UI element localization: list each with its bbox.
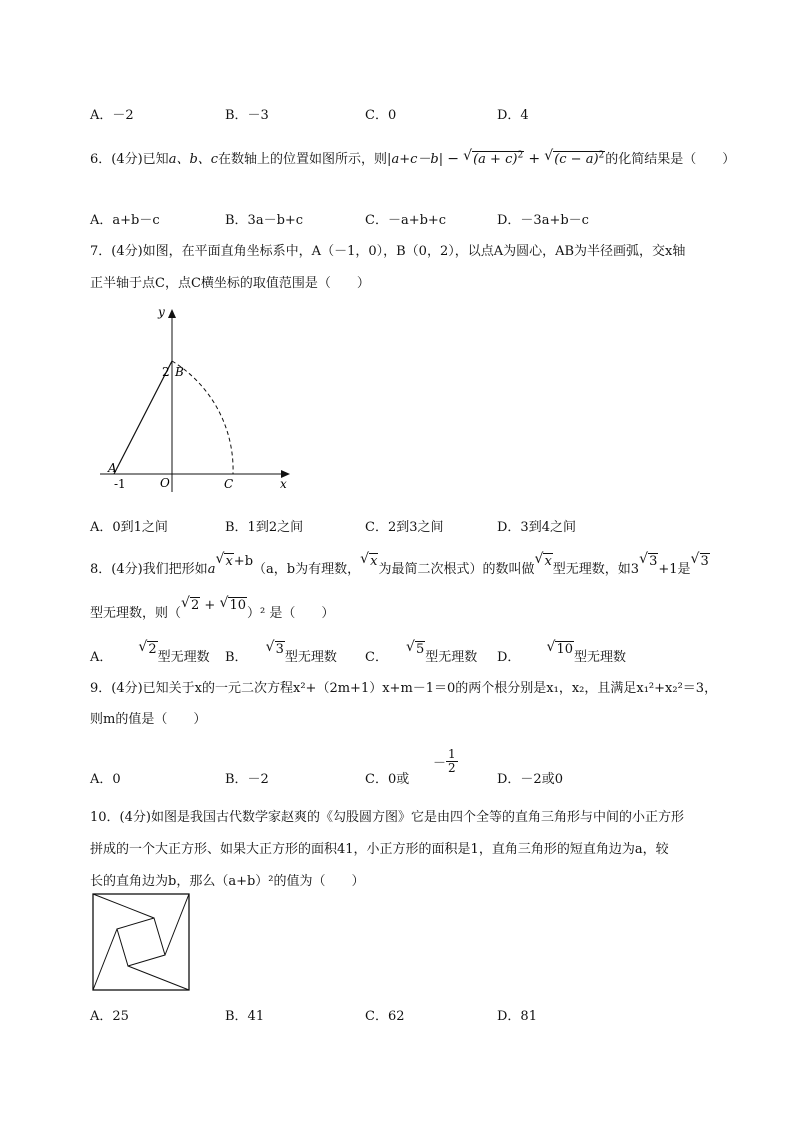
q6-suffix: 的化简结果是（ ） [605, 152, 736, 167]
q10-option-b: B．41 [225, 1009, 265, 1024]
q6-radical-1: √ $(a + c)^2$ [463, 147, 524, 167]
q6-radical-2: √ $(c - a)^2$ [544, 147, 605, 167]
point-b-label: B [175, 365, 184, 379]
q8-option-b: B． √ 3型无理数 [225, 639, 337, 665]
q6-stem: 6．(4分)已知a、b、c在数轴上的位置如图所示，则|a+c－b| − √ $(a + c)^2$ + √ $(c - a)^2$的化简结果是（ ） [90, 147, 736, 167]
q10-pinwheel-figure [92, 893, 190, 991]
tick-neg1: -1 [114, 477, 126, 491]
q5-option-d: D．4 [497, 108, 529, 123]
q6-vars: a、b、c [168, 152, 219, 167]
q10-option-a: A．25 [90, 1009, 129, 1024]
point-c-label: C [224, 477, 234, 491]
q5-option-c: C．0 [365, 108, 397, 123]
q10-line-3: 长的直角边为b，那么（a+b）²的值为（ ） [90, 874, 365, 889]
q9-line-1: 9．(4分)已知关于x的一元二次方程x²+（2m+1）x+m－1＝0的两个根分别是x₁，x₂，且满足x₁²+x₂²＝3， [90, 681, 718, 696]
x-axis-label: x [280, 477, 287, 491]
q6-mid: 在数轴上的位置如图所示，则| [218, 152, 392, 167]
q10-line-1: 10．(4分)如图是我国古代数学家赵爽的《勾股圆方图》它是由四个全等的直角三角形与中间的小正方形 [90, 810, 684, 825]
q6-abs-expr: a+c－b [391, 152, 439, 167]
y-axis-label: y [158, 305, 165, 319]
q7-coordinate-figure [100, 300, 300, 495]
q8-option-c: C． √ 5型无理数 [365, 639, 478, 665]
q10-option-d: D．81 [497, 1009, 537, 1024]
q9-fraction: － $\frac{1}{2}$ [433, 747, 456, 775]
q5-option-b: B．－3 [225, 108, 269, 123]
outer-square [93, 894, 189, 990]
q8-option-d: D． √ 10型无理数 [497, 639, 626, 665]
origin-label: O [160, 476, 170, 490]
inner-square [117, 918, 165, 966]
q7-option-b: B．1到2之间 [225, 520, 304, 535]
q9-option-d: D．－2或0 [497, 772, 563, 787]
q9-option-b: B．－2 [225, 772, 269, 787]
tick-2: 2 [162, 365, 170, 379]
q5-option-a: A．－2 [90, 108, 134, 123]
point-a-label: A [108, 461, 117, 475]
q6-option-c: C．－a+b+c [365, 213, 447, 228]
q6-option-a: A．a+b－c [90, 213, 160, 228]
triangle-edge-4 [93, 929, 117, 990]
q9-line-2: 则m的值是（ ） [90, 712, 207, 727]
q7-option-c: C．2到3之间 [365, 520, 444, 535]
q8-line-1: 8．(4分)我们把形如a √ x+b（a，b为有理数， √ x为最简二次根式）的数叫做 √ x型无理数，如3 √ 3+1是 √ 3 [90, 551, 709, 577]
q7-line-1: 7．(4分)如图，在平面直角坐标系中，A（－1，0），B（0，2），以点A为圆心，AB为半径画弧，交x轴 [90, 244, 686, 259]
q6-prefix: 6．(4分)已知 [90, 152, 169, 167]
q9-option-c: C．0或 [365, 772, 410, 787]
q7-option-a: A．0到1之间 [90, 520, 168, 535]
q6-option-b: B．3a－b+c [225, 213, 304, 228]
q8-option-a: A． √ 2型无理数 [90, 639, 210, 665]
triangle-edge-2 [165, 894, 189, 955]
q8-line-2: 型无理数，则（ √ 2 + √ 10）² 是（ ） [90, 595, 335, 621]
q9-option-a: A．0 [90, 772, 121, 787]
q6-abs-close: | [438, 152, 444, 167]
triangle-edge-3 [128, 966, 189, 990]
q7-option-d: D．3到4之间 [497, 520, 576, 535]
q7-line-2: 正半轴于点C，点C横坐标的取值范围是（ ） [90, 276, 370, 291]
y-axis-arrow [168, 309, 176, 318]
triangle-edge-1 [93, 894, 154, 918]
q10-line-2: 拼成的一个大正方形、如果大正方形的面积41，小正方形的面积是1，直角三角形的短直角边为a，较 [90, 842, 669, 857]
q6-option-d: D．－3a+b－c [497, 213, 589, 228]
q10-option-c: C．62 [365, 1009, 405, 1024]
